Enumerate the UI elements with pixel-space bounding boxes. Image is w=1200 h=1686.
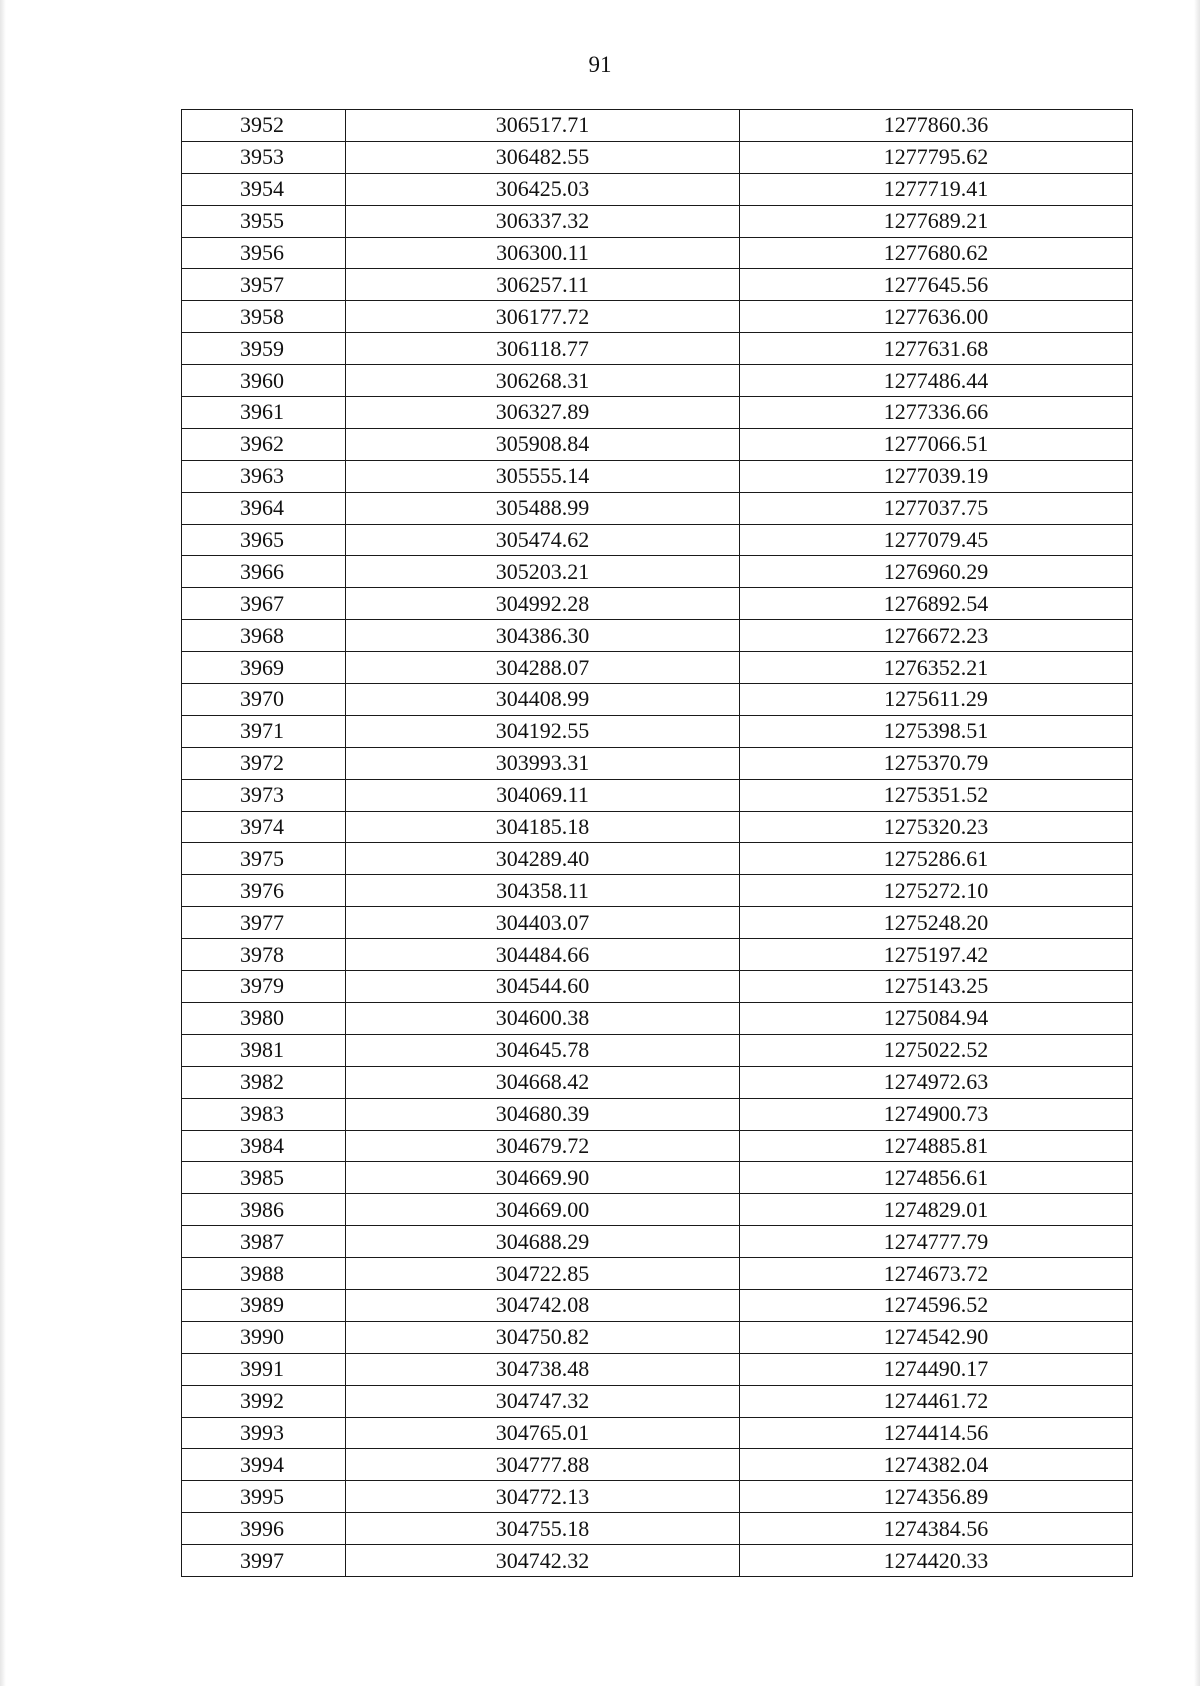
table-row (182, 1385, 1133, 1417)
x-coordinate-cell: 306300.11 (346, 237, 740, 269)
point-number-cell: 3983 (182, 1098, 346, 1130)
y-coordinate-cell: 1274885.81 (740, 1130, 1133, 1162)
point-number-cell: 3961 (182, 397, 346, 429)
y-coordinate-cell: 1277645.56 (740, 269, 1133, 301)
table-row (182, 620, 1133, 652)
table-row (182, 1002, 1133, 1034)
x-coordinate-cell: 306517.71 (346, 110, 740, 142)
y-coordinate-cell: 1274673.72 (740, 1258, 1133, 1290)
table-row (182, 907, 1133, 939)
point-number-cell: 3967 (182, 588, 346, 620)
y-coordinate-cell: 1274856.61 (740, 1162, 1133, 1194)
y-coordinate-cell: 1275611.29 (740, 684, 1133, 716)
point-number-cell: 3984 (182, 1130, 346, 1162)
point-number-cell: 3980 (182, 1002, 346, 1034)
table-row (182, 1258, 1133, 1290)
table-row (182, 301, 1133, 333)
y-coordinate-cell: 1277037.75 (740, 492, 1133, 524)
y-coordinate-cell: 1277689.21 (740, 205, 1133, 237)
point-number-cell: 3997 (182, 1545, 346, 1577)
table-row (182, 1162, 1133, 1194)
table-row (182, 843, 1133, 875)
table-row (182, 110, 1133, 142)
table-row (182, 971, 1133, 1003)
table-row (182, 365, 1133, 397)
table-row (182, 205, 1133, 237)
y-coordinate-cell: 1274382.04 (740, 1449, 1133, 1481)
x-coordinate-cell: 304408.99 (346, 684, 740, 716)
y-coordinate-cell: 1275320.23 (740, 811, 1133, 843)
x-coordinate-cell: 304669.90 (346, 1162, 740, 1194)
table-row (182, 237, 1133, 269)
x-coordinate-cell: 304669.00 (346, 1194, 740, 1226)
point-number-cell: 3968 (182, 620, 346, 652)
table-row (182, 141, 1133, 173)
table-row (182, 1098, 1133, 1130)
y-coordinate-cell: 1275022.52 (740, 1034, 1133, 1066)
y-coordinate-cell: 1274384.56 (740, 1513, 1133, 1545)
y-coordinate-cell: 1276892.54 (740, 588, 1133, 620)
x-coordinate-cell: 304358.11 (346, 875, 740, 907)
y-coordinate-cell: 1275286.61 (740, 843, 1133, 875)
x-coordinate-cell: 304992.28 (346, 588, 740, 620)
x-coordinate-cell: 304738.48 (346, 1353, 740, 1385)
x-coordinate-cell: 306337.32 (346, 205, 740, 237)
point-number-cell: 3969 (182, 652, 346, 684)
table-row (182, 1289, 1133, 1321)
table-row (182, 939, 1133, 971)
x-coordinate-cell: 305203.21 (346, 556, 740, 588)
table-row (182, 747, 1133, 779)
x-coordinate-cell: 304645.78 (346, 1034, 740, 1066)
point-number-cell: 3973 (182, 779, 346, 811)
x-coordinate-cell: 304484.66 (346, 939, 740, 971)
table-row (182, 1034, 1133, 1066)
point-number-cell: 3962 (182, 428, 346, 460)
table-row (182, 684, 1133, 716)
y-coordinate-cell: 1276672.23 (740, 620, 1133, 652)
x-coordinate-cell: 304742.08 (346, 1289, 740, 1321)
x-coordinate-cell: 304288.07 (346, 652, 740, 684)
table-row (182, 1226, 1133, 1258)
y-coordinate-cell: 1277336.66 (740, 397, 1133, 429)
table-row (182, 1321, 1133, 1353)
y-coordinate-cell: 1275351.52 (740, 779, 1133, 811)
y-coordinate-cell: 1274420.33 (740, 1545, 1133, 1577)
x-coordinate-cell: 304688.29 (346, 1226, 740, 1258)
table-row (182, 524, 1133, 556)
y-coordinate-cell: 1275143.25 (740, 971, 1133, 1003)
point-number-cell: 3992 (182, 1385, 346, 1417)
x-coordinate-cell: 304069.11 (346, 779, 740, 811)
y-coordinate-cell: 1277680.62 (740, 237, 1133, 269)
y-coordinate-cell: 1277039.19 (740, 460, 1133, 492)
x-coordinate-cell: 304185.18 (346, 811, 740, 843)
table-row (182, 1066, 1133, 1098)
scan-edge-right (1194, 0, 1200, 1686)
y-coordinate-cell: 1274777.79 (740, 1226, 1133, 1258)
x-coordinate-cell: 304386.30 (346, 620, 740, 652)
table-row (182, 1130, 1133, 1162)
y-coordinate-cell: 1274829.01 (740, 1194, 1133, 1226)
point-number-cell: 3979 (182, 971, 346, 1003)
x-coordinate-cell: 304777.88 (346, 1449, 740, 1481)
x-coordinate-cell: 305488.99 (346, 492, 740, 524)
table-row (182, 333, 1133, 365)
x-coordinate-cell: 304747.32 (346, 1385, 740, 1417)
x-coordinate-cell: 306425.03 (346, 173, 740, 205)
table-row (182, 269, 1133, 301)
x-coordinate-cell: 306177.72 (346, 301, 740, 333)
point-number-cell: 3974 (182, 811, 346, 843)
y-coordinate-cell: 1274542.90 (740, 1321, 1133, 1353)
y-coordinate-cell: 1274490.17 (740, 1353, 1133, 1385)
table-row (182, 715, 1133, 747)
table-row (182, 811, 1133, 843)
point-number-cell: 3952 (182, 110, 346, 142)
point-number-cell: 3996 (182, 1513, 346, 1545)
point-number-cell: 3960 (182, 365, 346, 397)
point-number-cell: 3986 (182, 1194, 346, 1226)
y-coordinate-cell: 1274900.73 (740, 1098, 1133, 1130)
x-coordinate-cell: 304403.07 (346, 907, 740, 939)
x-coordinate-cell: 304750.82 (346, 1321, 740, 1353)
y-coordinate-cell: 1275084.94 (740, 1002, 1133, 1034)
point-number-cell: 3966 (182, 556, 346, 588)
table-row (182, 556, 1133, 588)
table-row (182, 1481, 1133, 1513)
y-coordinate-cell: 1274356.89 (740, 1481, 1133, 1513)
y-coordinate-cell: 1275398.51 (740, 715, 1133, 747)
y-coordinate-cell: 1277079.45 (740, 524, 1133, 556)
point-number-cell: 3982 (182, 1066, 346, 1098)
point-number-cell: 3970 (182, 684, 346, 716)
x-coordinate-cell: 304600.38 (346, 1002, 740, 1034)
x-coordinate-cell: 304680.39 (346, 1098, 740, 1130)
point-number-cell: 3956 (182, 237, 346, 269)
table-row (182, 652, 1133, 684)
point-number-cell: 3965 (182, 524, 346, 556)
table-row (182, 1194, 1133, 1226)
y-coordinate-cell: 1274414.56 (740, 1417, 1133, 1449)
table-row (182, 397, 1133, 429)
y-coordinate-cell: 1275197.42 (740, 939, 1133, 971)
x-coordinate-cell: 304192.55 (346, 715, 740, 747)
point-number-cell: 3991 (182, 1353, 346, 1385)
y-coordinate-cell: 1274596.52 (740, 1289, 1133, 1321)
y-coordinate-cell: 1277860.36 (740, 110, 1133, 142)
y-coordinate-cell: 1277636.00 (740, 301, 1133, 333)
y-coordinate-cell: 1275370.79 (740, 747, 1133, 779)
point-number-cell: 3985 (182, 1162, 346, 1194)
table-row (182, 492, 1133, 524)
y-coordinate-cell: 1277066.51 (740, 428, 1133, 460)
x-coordinate-cell: 304668.42 (346, 1066, 740, 1098)
point-number-cell: 3964 (182, 492, 346, 524)
y-coordinate-cell: 1277486.44 (740, 365, 1133, 397)
point-number-cell: 3972 (182, 747, 346, 779)
point-number-cell: 3975 (182, 843, 346, 875)
table-row (182, 460, 1133, 492)
table-row (182, 1417, 1133, 1449)
x-coordinate-cell: 304679.72 (346, 1130, 740, 1162)
x-coordinate-cell: 304544.60 (346, 971, 740, 1003)
x-coordinate-cell: 304722.85 (346, 1258, 740, 1290)
x-coordinate-cell: 304755.18 (346, 1513, 740, 1545)
point-number-cell: 3977 (182, 907, 346, 939)
table-row (182, 1449, 1133, 1481)
x-coordinate-cell: 304765.01 (346, 1417, 740, 1449)
table-row (182, 173, 1133, 205)
x-coordinate-cell: 304289.40 (346, 843, 740, 875)
point-number-cell: 3994 (182, 1449, 346, 1481)
point-number-cell: 3954 (182, 173, 346, 205)
coordinates-table (181, 109, 1133, 1577)
point-number-cell: 3976 (182, 875, 346, 907)
x-coordinate-cell: 306257.11 (346, 269, 740, 301)
x-coordinate-cell: 305474.62 (346, 524, 740, 556)
point-number-cell: 3993 (182, 1417, 346, 1449)
point-number-cell: 3995 (182, 1481, 346, 1513)
scan-edge-left (0, 0, 6, 1686)
table-row (182, 588, 1133, 620)
y-coordinate-cell: 1275248.20 (740, 907, 1133, 939)
coordinates-table-body (182, 110, 1133, 1577)
point-number-cell: 3981 (182, 1034, 346, 1066)
x-coordinate-cell: 306327.89 (346, 397, 740, 429)
x-coordinate-cell: 305555.14 (346, 460, 740, 492)
point-number-cell: 3963 (182, 460, 346, 492)
table-row (182, 875, 1133, 907)
x-coordinate-cell: 305908.84 (346, 428, 740, 460)
y-coordinate-cell: 1277795.62 (740, 141, 1133, 173)
point-number-cell: 3978 (182, 939, 346, 971)
point-number-cell: 3955 (182, 205, 346, 237)
table-row (182, 779, 1133, 811)
table-row (182, 428, 1133, 460)
page-number: 91 (588, 52, 612, 77)
point-number-cell: 3987 (182, 1226, 346, 1258)
point-number-cell: 3988 (182, 1258, 346, 1290)
y-coordinate-cell: 1274972.63 (740, 1066, 1133, 1098)
point-number-cell: 3990 (182, 1321, 346, 1353)
table-row (182, 1513, 1133, 1545)
point-number-cell: 3971 (182, 715, 346, 747)
y-coordinate-cell: 1276352.21 (740, 652, 1133, 684)
table-row (182, 1545, 1133, 1577)
x-coordinate-cell: 303993.31 (346, 747, 740, 779)
point-number-cell: 3957 (182, 269, 346, 301)
point-number-cell: 3959 (182, 333, 346, 365)
point-number-cell: 3989 (182, 1289, 346, 1321)
point-number-cell: 3958 (182, 301, 346, 333)
table-row (182, 1353, 1133, 1385)
x-coordinate-cell: 306118.77 (346, 333, 740, 365)
x-coordinate-cell: 306268.31 (346, 365, 740, 397)
y-coordinate-cell: 1274461.72 (740, 1385, 1133, 1417)
y-coordinate-cell: 1277719.41 (740, 173, 1133, 205)
point-number-cell: 3953 (182, 141, 346, 173)
x-coordinate-cell: 304742.32 (346, 1545, 740, 1577)
x-coordinate-cell: 304772.13 (346, 1481, 740, 1513)
y-coordinate-cell: 1277631.68 (740, 333, 1133, 365)
y-coordinate-cell: 1276960.29 (740, 556, 1133, 588)
x-coordinate-cell: 306482.55 (346, 141, 740, 173)
y-coordinate-cell: 1275272.10 (740, 875, 1133, 907)
